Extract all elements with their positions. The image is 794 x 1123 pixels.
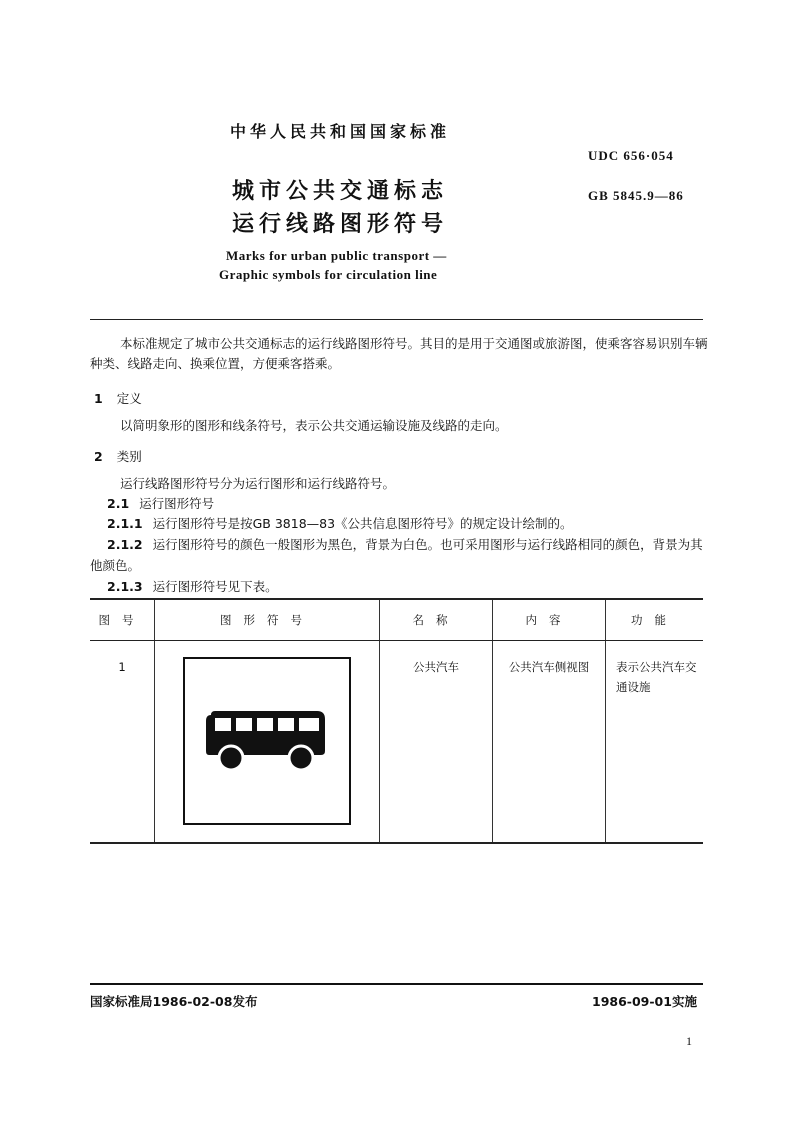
section-2-1-3: [107, 577, 278, 595]
implementation-date: 1986-09-01实施: [592, 994, 697, 1009]
section-2-1: [107, 494, 214, 512]
header-figure-number: 图号: [90, 599, 155, 641]
section-title: 类别: [116, 449, 142, 464]
header-graphic-symbol: 图形符号: [155, 599, 380, 641]
section-2-text: 运行线路图形符号分为运行图形和运行线路符号。: [120, 476, 396, 491]
section-text: 运行图形符号: [139, 496, 215, 511]
section-2-1-2: [90, 534, 708, 576]
section-number: 2.1.2: [107, 537, 143, 552]
header-divider: [90, 319, 703, 320]
udc-code: UDC 656·054: [588, 148, 674, 163]
section-2-1-1: [107, 514, 573, 532]
table-row: [90, 641, 703, 844]
gb-code: GB 5845.9—86: [588, 188, 684, 203]
title-line-2: 运行线路图形符号: [232, 212, 449, 237]
intro-paragraph: 本标准规定了城市公共交通标志的运行线路图形符号。其目的是用于交通图或旅游图，使乘客容易识别车辆种类、线路走向、换乘位置，方便乘客搭乘。: [90, 336, 708, 371]
section-1-heading: [94, 389, 142, 407]
english-title-line-1: Marks for urban public transport —: [226, 248, 447, 263]
row-name: 公共汽车: [380, 641, 493, 844]
section-number: 2: [94, 449, 103, 464]
section-text: 运行图形符号见下表。: [152, 579, 278, 594]
page-number: 1: [686, 1034, 692, 1048]
header-content: 内容: [493, 599, 606, 641]
table-header-row: [90, 599, 703, 641]
section-text: 运行图形符号是按GB 3818—83《公共信息图形符号》的规定设计绘制的。: [152, 516, 573, 531]
bus-icon: [205, 709, 329, 773]
section-number: 1: [94, 391, 103, 406]
national-standard-heading: 中华人民共和国国家标准: [230, 122, 451, 141]
title-line-1: 城市公共交通标志: [232, 179, 449, 204]
row-symbol: [155, 641, 380, 844]
row-function: 表示公共汽车交通设施: [606, 641, 704, 844]
header-name: 名称: [380, 599, 493, 641]
section-text: 运行图形符号的颜色一般图形为黑色，背景为白色。也可采用图形与运行线路相同的颜色，背景为其他颜色。: [90, 537, 703, 573]
symbol-table: [90, 598, 703, 844]
section-title: 定义: [116, 391, 142, 406]
publish-date: 国家标准局1986-02-08发布: [90, 994, 258, 1009]
section-number: 2.1.3: [107, 579, 143, 594]
header-function: 功能: [606, 599, 704, 641]
english-title-line-2: Graphic symbols for circulation line: [219, 267, 438, 282]
section-1-text: 以简明象形的图形和线条符号，表示公共交通运输设施及线路的走向。: [120, 418, 508, 433]
symbol-frame: [183, 657, 351, 825]
section-number: 2.1.1: [107, 516, 143, 531]
row-content: 公共汽车侧视图: [493, 641, 606, 844]
section-number: 2.1: [107, 496, 130, 511]
row-number: 1: [118, 660, 126, 674]
section-2-heading: [94, 447, 142, 465]
footer-divider: [90, 983, 703, 985]
